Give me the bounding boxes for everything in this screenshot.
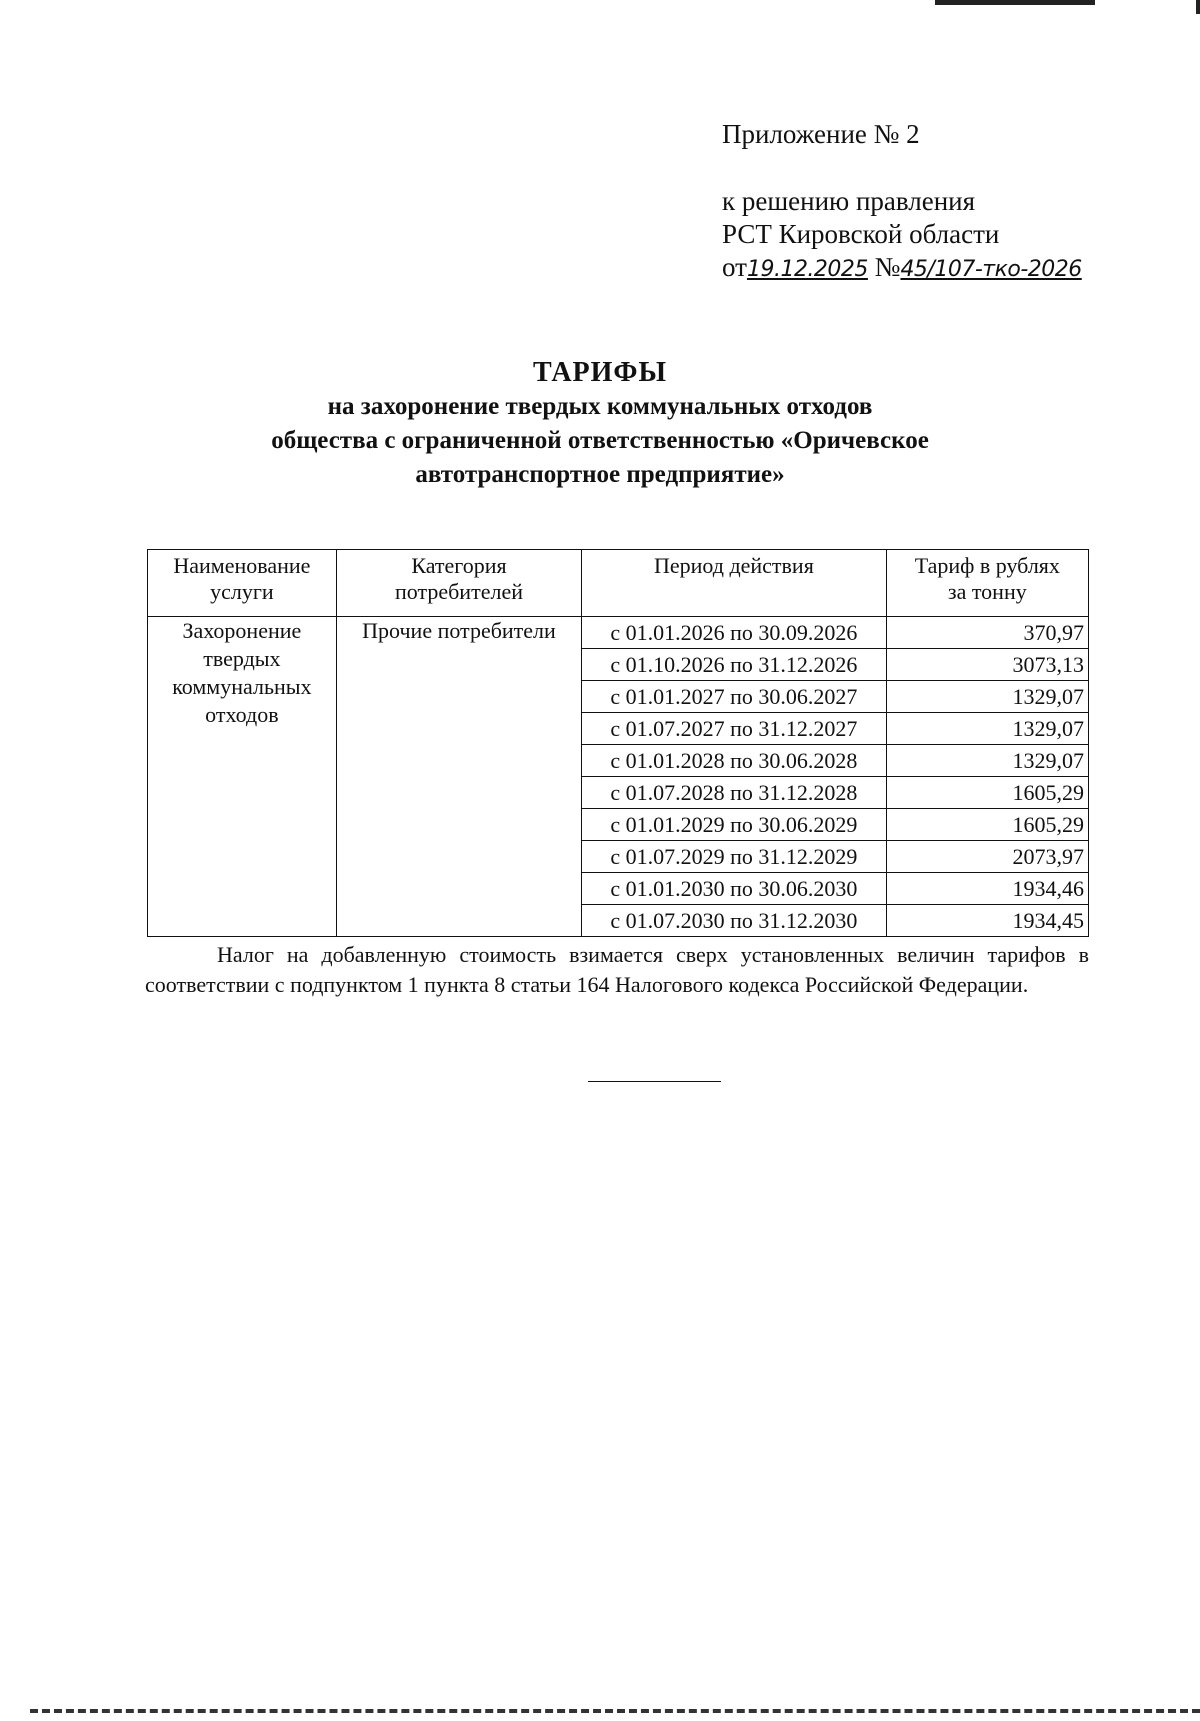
table-row [148,617,1089,649]
period-cell: с 01.07.2027 по 31.12.2027 [582,713,886,745]
period-cell: с 01.10.2026 по 31.12.2026 [582,649,886,681]
tariff-cell: 2073,97 [886,841,1088,873]
heading-line-2: общества с ограниченной ответственностью «Оричевское [271,427,929,454]
scan-edge-mark-top-right [1196,0,1200,14]
period-cell: с 01.07.2028 по 31.12.2028 [582,777,886,809]
header-tariff-line-1: Тариф в рублях [914,553,1060,578]
period-cell: с 01.01.2030 по 30.06.2030 [582,873,886,905]
period-cell: с 01.01.2028 по 30.06.2028 [582,745,886,777]
header-tariff [886,550,1088,617]
tariff-cell: 1605,29 [886,777,1088,809]
header-tariff-line-2: за тонну [947,579,1027,604]
tax-note: Налог на добавленную стоимость взимается сверх установленных величин тарифов в соответствии с подпунктом 1 пункта 8 статьи 164 Налогового кодекса Российской Федерации. [145,942,1089,997]
period-cell: с 01.07.2030 по 31.12.2030 [582,905,886,937]
period-cell: с 01.01.2026 по 30.09.2026 [582,617,886,649]
period-cell: с 01.01.2029 по 30.06.2029 [582,809,886,841]
scan-edge-mark-bottom [30,1709,1200,1721]
service-cell [148,617,337,937]
header-period-text: Период действия [653,553,814,578]
date-prefix: от [722,252,747,282]
tariff-cell: 1329,07 [886,713,1088,745]
header-category-line-1: Категория [411,553,507,578]
period-cell: с 01.01.2027 по 30.06.2027 [582,681,886,713]
header-category [336,550,581,617]
header-service [148,550,337,617]
tariff-cell: 1605,29 [886,809,1088,841]
handwritten-date: 19.12.2025 [746,257,868,282]
tariff-cell: 1934,46 [886,873,1088,905]
service-line-2: твердых [203,646,281,671]
table-header-row [148,550,1089,617]
heading-line-1: на захоронение твердых коммунальных отходов [327,393,873,420]
end-divider [588,1081,721,1082]
header-service-line-1: Наименование [173,553,311,578]
handwritten-number: 45/107-тко-2026 [900,257,1082,282]
heading-line-3: автотранспортное предприятие» [415,461,785,488]
appendix-title: Приложение № 2 [722,119,920,149]
header-period [582,550,886,617]
service-line-1: Захоронение [182,618,302,643]
tariff-table [147,549,1089,937]
appendix-block [722,118,1082,286]
tariff-cell: 1329,07 [886,681,1088,713]
period-cell: с 01.07.2029 по 31.12.2029 [582,841,886,873]
tariff-cell: 3073,13 [886,649,1088,681]
appendix-decision-line: к решению правления [722,186,976,216]
scan-edge-mark-top [935,0,1095,13]
appendix-authority-line: РСТ Кировской области [722,219,1000,249]
tariff-cell: 1329,07 [886,745,1088,777]
number-prefix: № [874,252,901,282]
header-service-line-2: услуги [210,579,274,604]
appendix-date-number-line [722,251,1082,286]
service-line-4: отходов [205,702,279,727]
header-category-line-2: потребителей [394,579,523,604]
tariff-cell: 1934,45 [886,905,1088,937]
category-cell: Прочие потребители [336,617,581,937]
tariff-cell: 370,97 [886,617,1088,649]
document-heading [0,356,1200,492]
service-line-3: коммунальных [172,674,312,699]
heading-title: ТАРИФЫ [533,357,667,388]
